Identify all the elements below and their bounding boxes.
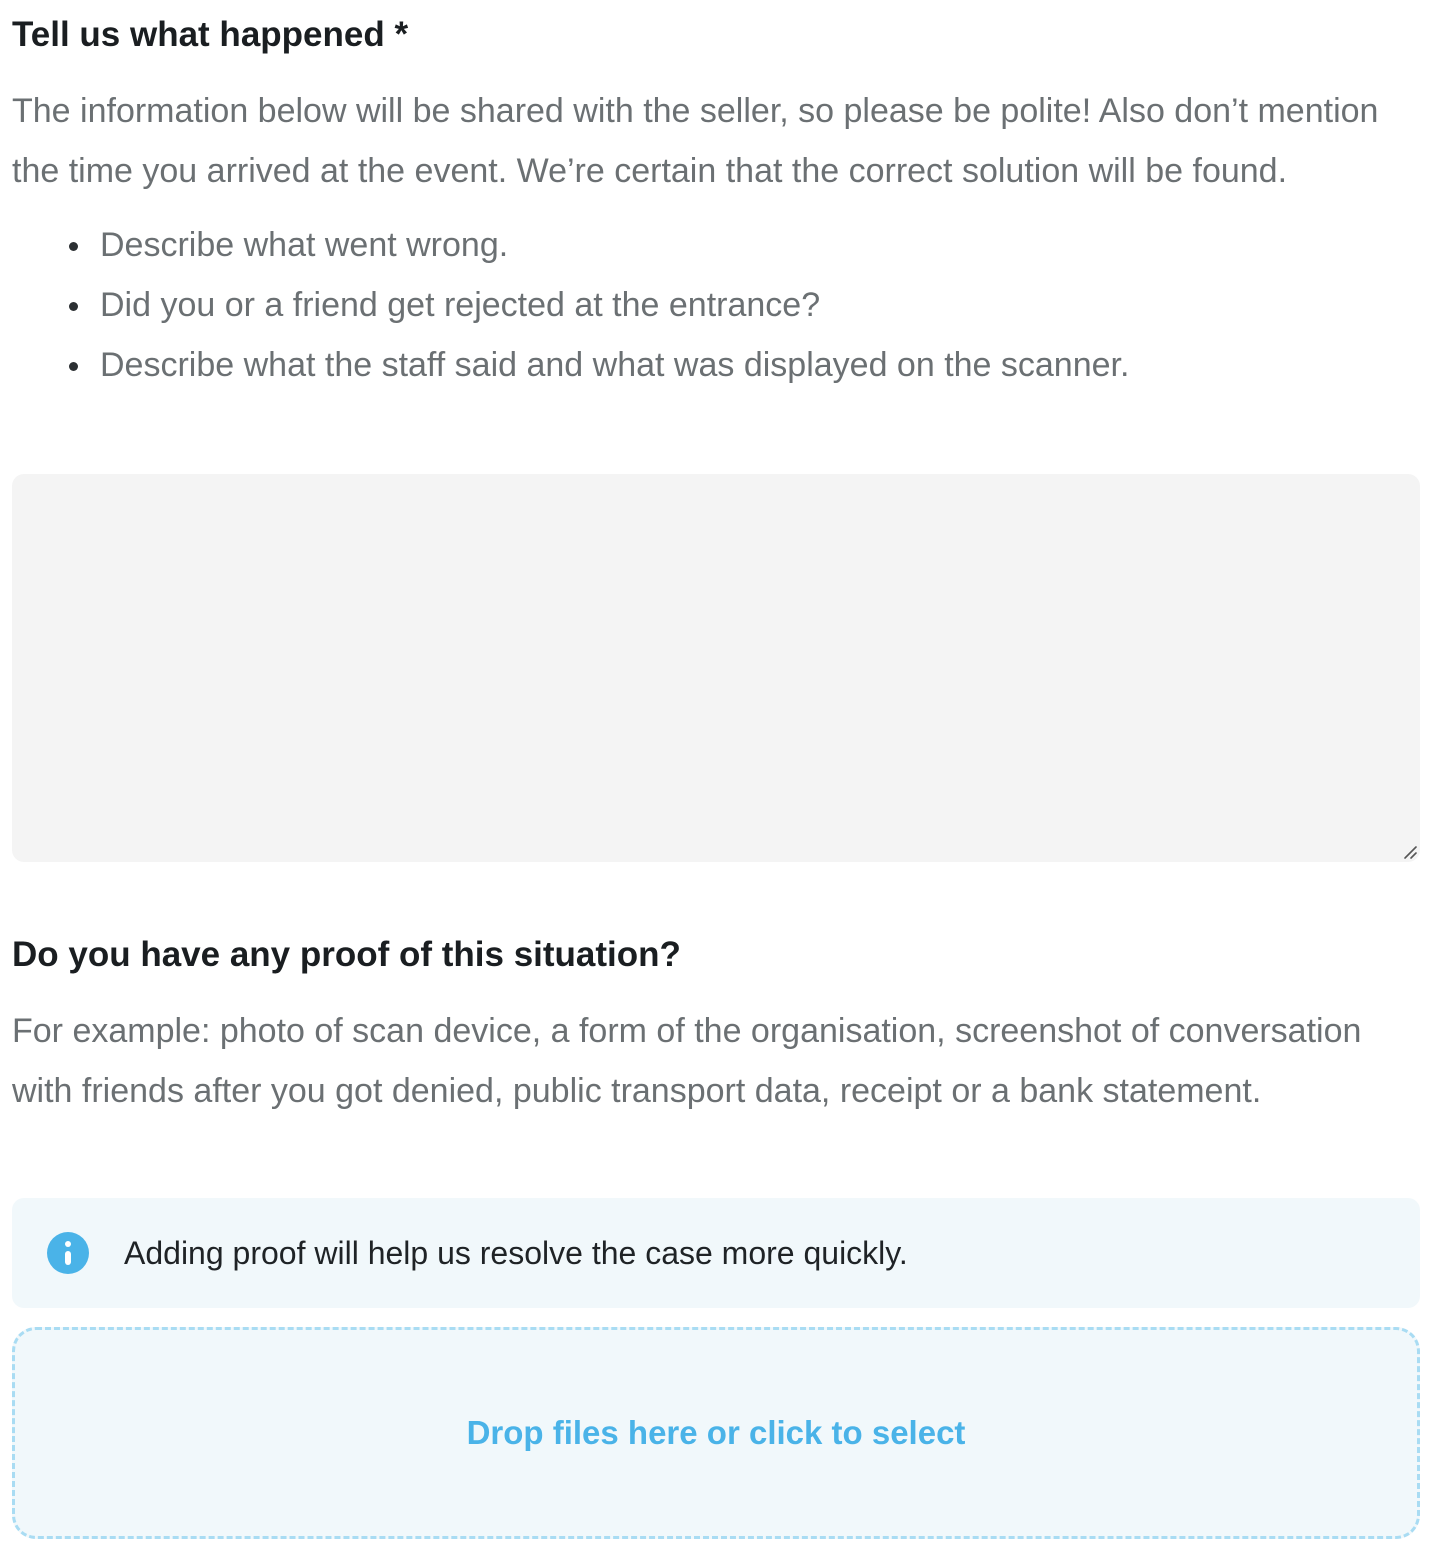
hint-item (100, 335, 1420, 395)
bullet-icon (69, 302, 78, 311)
bullet-icon (69, 242, 78, 251)
info-notice (12, 1198, 1420, 1308)
file-dropzone[interactable] (12, 1327, 1420, 1539)
hint-text: Did you or a friend get rejected at the entrance? (100, 286, 821, 324)
hint-list (12, 215, 1420, 395)
hint-text: Describe what the staff said and what was displayed on the scanner. (100, 346, 1130, 384)
incident-description: The information below will be shared with the seller, so please be polite! Also don’t mention the time you arrived at the event. We’re certain that the correct solution will be found. (12, 92, 1379, 190)
hint-item (100, 215, 1420, 275)
dropzone-label[interactable]: Drop files here or click to select (466, 1414, 966, 1451)
bullet-icon (69, 362, 78, 371)
hint-text: Describe what went wrong. (100, 226, 509, 264)
info-message: Adding proof will help us resolve the case more quickly. (124, 1235, 908, 1271)
incident-textarea[interactable] (12, 474, 1420, 862)
proof-description: For example: photo of scan device, a form of the organisation, screenshot of conversation with friends after you got denied, public transport data, receipt or a bank statement. (12, 1012, 1362, 1110)
info-icon (47, 1232, 89, 1274)
resize-grip-icon[interactable] (1402, 844, 1418, 860)
incident-textarea-wrapper (12, 474, 1420, 862)
proof-title: Do you have any proof of this situation? (12, 935, 681, 974)
incident-report-form (12, 0, 1420, 1451)
incident-title: Tell us what happened * (12, 15, 409, 54)
hint-item (100, 275, 1420, 335)
